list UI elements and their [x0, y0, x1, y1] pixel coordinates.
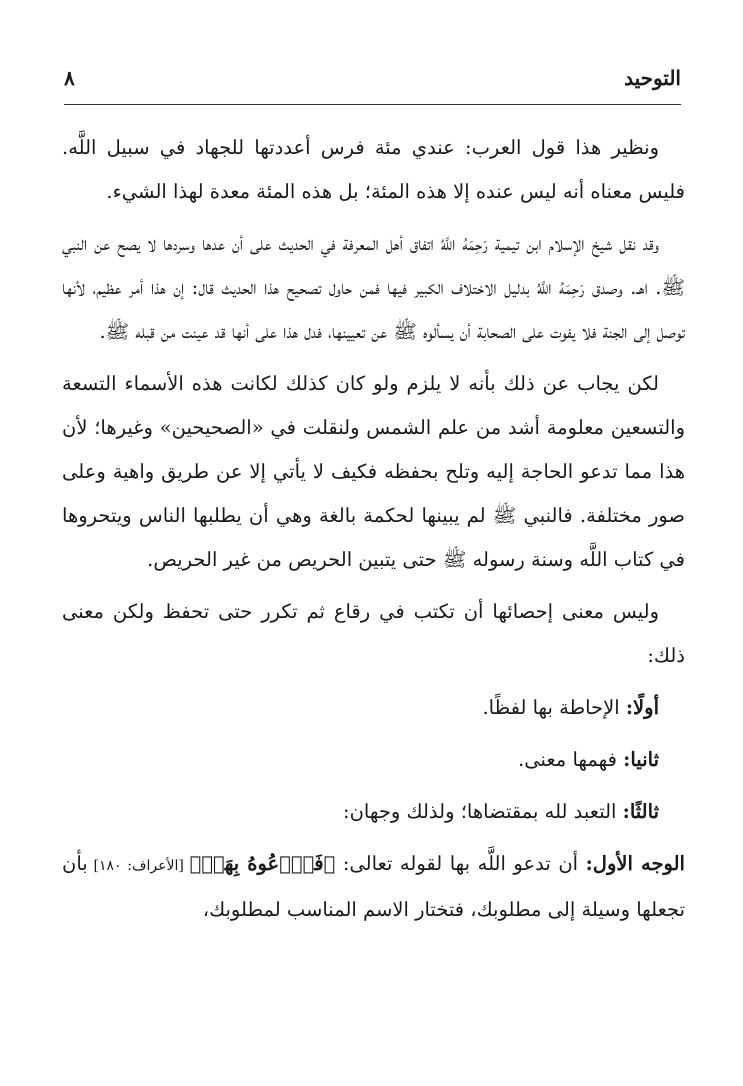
list-item-text: فهمها معنى.	[518, 748, 624, 771]
list-item-2	[62, 738, 685, 782]
quran-verse: ﴿فَٱدۡعُوهُ بِهَاۖ﴾	[189, 852, 336, 875]
paragraph-3: لكن يجاب عن ذلك بأنه لا يلزم ولو كان كذلك لكانت هذه الأسماء التسعة والتسعين معلومة أشد من علم الشمس ولنقلت في «الصحيحين» وغيرها؛ لأن هذا مما تدعو الحاجة إليه وتلح بحفظه فكيف لا يأتي إلا عن طريق واهية وعلى صور مختلفة. فالنبي ﷺ لم يبينها لحكمة بالغة وهي أن يطلبها الناس ويتحروها في كتاب اللَّه وسنة رسوله ﷺ حتى يتبين الحريص من غير الحريص.	[62, 372, 685, 571]
running-header	[64, 66, 681, 100]
verse-reference: [الأعراف: ١٨٠]	[87, 858, 190, 874]
list-item-3	[62, 790, 685, 834]
page-body	[62, 126, 685, 932]
paragraph-2: وقد نقل شيخ الإسلام ابن تيمية رَحِمَهُ اللَّهُ اتفاق أهل المعرفة في الحديث على أن عدها وسردها لا يصح عن النبي ﷺ. اهـ. وصدق رَحِمَهُ اللَّهُ بدليل الاختلاف الكبير فيها فمن حاول تصحيح هذا الحديث قال: إن هذا أمر عظيم، لأنها توصل إلى الجنة فلا يفوت على الصحابة أن يسألوه ﷺ عن تعيينها، فدل هذا على أنها قد عينت من قبله ﷺ.	[62, 232, 685, 343]
final-text-before: أن تدعو اللَّه بها لقوله تعالى:	[335, 852, 586, 875]
paragraph-final	[62, 842, 685, 932]
list-item-1	[62, 686, 685, 730]
list-item-text: التعبد لله بمقتضاها؛ ولذلك وجهان:	[343, 800, 623, 823]
list-item-text: الإحاطة بها لفظًا.	[482, 696, 626, 719]
final-text-after: بأن تجعلها وسيلة إلى مطلوبك، فتختار الاسم المناسب لمطلوبك،	[62, 852, 685, 921]
header-title: التوحيد	[624, 66, 681, 90]
page-number: ٨	[64, 66, 75, 90]
list-item-label: ثانيا:	[623, 748, 659, 771]
final-label: الوجه الأول:	[585, 852, 685, 875]
header-rule	[64, 104, 681, 105]
paragraph-1: ونظير هذا قول العرب: عندي مئة فرس أعددتها للجهاد في سبيل اللَّه. فليس معناه أنه ليس عنده إلا هذه المئة؛ بل هذه المئة معدة لهذا الشيء.	[62, 136, 685, 203]
paragraph-4: وليس معنى إحصائها أن تكتب في رقاع ثم تكرر حتى تحفظ ولكن معنى ذلك:	[62, 600, 685, 667]
list-item-label: أولًا:	[625, 696, 659, 719]
list-item-label: ثالثًا:	[622, 800, 659, 823]
